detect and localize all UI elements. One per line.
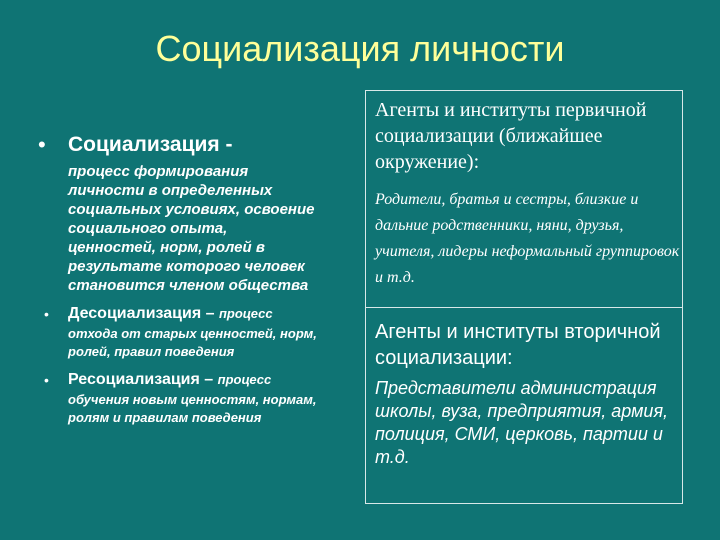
definition-resocialization-start: процесс xyxy=(217,372,272,387)
definition-desocialization: отхода от старых ценностей, норм, ролей, правил поведения xyxy=(68,326,317,359)
bullet-icon: • xyxy=(44,372,49,388)
table-divider xyxy=(366,307,682,308)
primary-agents-list: Родители, братья и сестры, близкие и дальние родственники, няни, друзья, учителя, лидеры неформальный группировок и т.д. xyxy=(375,191,680,286)
list-item-resocialization xyxy=(38,369,348,427)
term-resocialization: Ресоциализация – xyxy=(68,371,214,388)
bullet-icon: • xyxy=(38,132,46,157)
term-desocialization: Десоциализация – xyxy=(68,305,215,322)
secondary-agents-heading: Агенты и институты вторичной социализации: xyxy=(375,321,661,369)
agents-table xyxy=(365,90,683,504)
definition-desocialization-start: процесс xyxy=(218,306,273,321)
definitions-list xyxy=(38,128,348,427)
definition-socialization: процесс формирования личности в определенных социальных условиях, освоение социального опыта, ценностей, норм, ролей в результате которого человек становится членом общества xyxy=(68,163,315,294)
bullet-icon: • xyxy=(44,306,49,322)
secondary-agents-list: Представители администрация школы, вуза, предприятия, армия, полиция, СМИ, церковь, партии и т.д. xyxy=(375,378,669,467)
term-socialization: Социализация - xyxy=(68,133,233,156)
slide-title: Социализация личности xyxy=(155,28,565,69)
primary-agents-heading: Агенты и институты первичной социализации (ближайшее окружение): xyxy=(375,99,647,173)
list-item-socialization xyxy=(38,128,348,295)
list-item-desocialization xyxy=(38,303,348,361)
definition-resocialization: обучения новым ценностям, нормам, ролям и правилам поведения xyxy=(68,392,317,425)
